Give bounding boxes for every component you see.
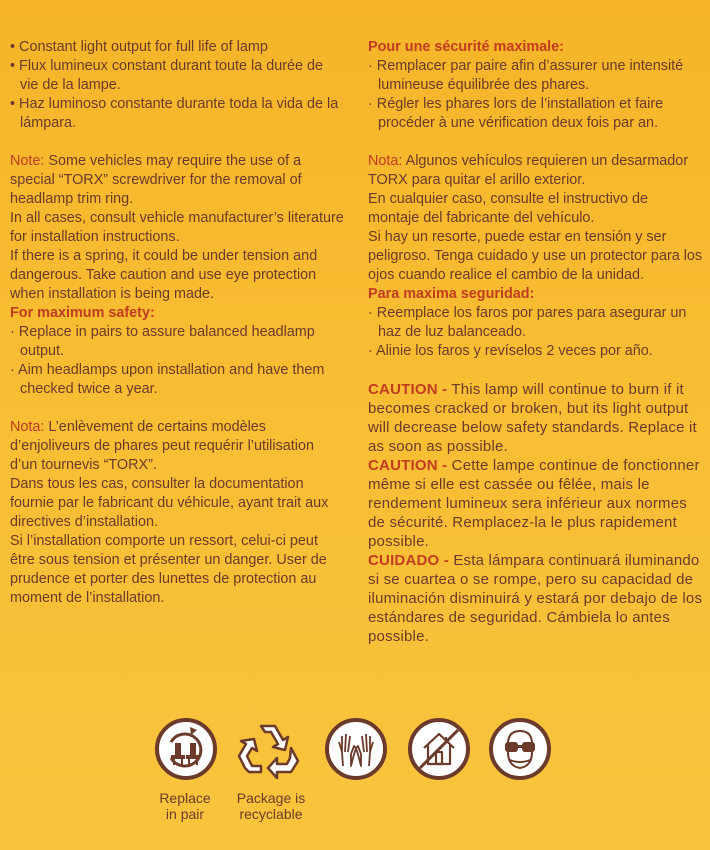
note-en-p2: In all cases, consult vehicle manufacturer’s literature for installation instructions. xyxy=(10,210,344,245)
icon-row xyxy=(155,718,555,788)
gloves-icon xyxy=(325,718,387,780)
caution-en: CAUTION - This lamp will continue to burn if it becomes cracked or broken, but its light output will decrease below safety standards. Replace it as soon as possible. xyxy=(368,381,697,455)
safety-en-item: · Replace in pairs to assure balanced headlamp output. xyxy=(10,324,315,359)
replace-pair-icon xyxy=(155,718,217,780)
note-fr-p3: Si l’installation comporte un ressort, celui-ci peut être sous tension et présenter un danger. User de prudence et porter des lunettes de protection au moment de l’installation. xyxy=(10,533,327,606)
feature-bullet: • Flux lumineux constant durant toute la durée de vie de la lampe. xyxy=(10,58,324,93)
replace-caption: Replace in pair xyxy=(159,790,211,822)
safety-fr-item: · Remplacer par paire afin d’assurer une intensité lumineuse équilibrée des phares. xyxy=(368,58,684,93)
right-column xyxy=(368,38,703,646)
caution-es: CUIDADO - Esta lámpara continuará iluminando si se cuartea o se rompe, pero su capacidad de iluminación disminuirá y estará por debajo de los estándares de seguridad. Cámbiela lo antes possible. xyxy=(368,552,703,645)
safety-fr-item: · Régler les phares lors de l’installation et faire procéder à une vérification deux fois par an. xyxy=(368,96,664,131)
safety-en-title: For maximum safety: xyxy=(10,305,155,321)
safety-es-item: · Alinie los faros y revíselos 2 veces por año. xyxy=(368,343,653,359)
note-fr: Nota: L’enlèvement de certains modèles d’enjoliveurs de phares peut requérir l’utilisation d’un tournevis “TORX”. xyxy=(10,419,314,473)
note-es-p3: Si hay un resorte, puede estar en tensión y ser peligroso. Tenga cuidado y use un protector para los ojos cuando realice el cambio de la unidad. xyxy=(368,229,703,283)
left-column xyxy=(10,38,345,608)
feature-bullet: • Haz luminoso constante durante toda la vida de la lámpara. xyxy=(10,96,339,131)
safety-en-item: · Aim headlamps upon installation and have them checked twice a year. xyxy=(10,362,325,397)
safety-es-item: · Reemplace los faros por pares para asegurar un haz de luz balanceado. xyxy=(368,305,687,340)
note-es-p2: En cualquier caso, consulte el instructivo de montaje del fabricante del vehículo. xyxy=(368,191,648,226)
note-fr-p2: Dans tous les cas, consulter la documentation fournie par le fabricant du véhicule, ayant trait aux directives d’installation. xyxy=(10,476,329,530)
no-house-icon xyxy=(408,718,470,780)
recycle-caption: Package is recyclable xyxy=(236,790,306,822)
recycle-icon xyxy=(235,720,301,787)
safety-goggles-icon xyxy=(489,718,551,780)
note-en: Note: Some vehicles may require the use of a special “TORX” screwdriver for the removal of headlamp trim ring. xyxy=(10,153,302,207)
note-es: Nota: Algunos vehículos requieren un desarmador TORX para quitar el arillo exterior. xyxy=(368,153,688,188)
feature-bullet: • Constant light output for full life of lamp xyxy=(10,39,268,55)
note-en-p3: If there is a spring, it could be under tension and dangerous. Take caution and use eye protection when installation is being made. xyxy=(10,248,318,302)
caution-fr: CAUTION - Cette lampe continue de fonctionner même si elle est cassée ou fêlée, mais le rendement lumineux sera inférieur aux normes de sécurité. Remplacez-la le plus rapidement possible. xyxy=(368,457,700,550)
safety-fr-title: Pour une sécurité maximale: xyxy=(368,39,564,55)
safety-es-title: Para maxima seguridad: xyxy=(368,286,535,302)
